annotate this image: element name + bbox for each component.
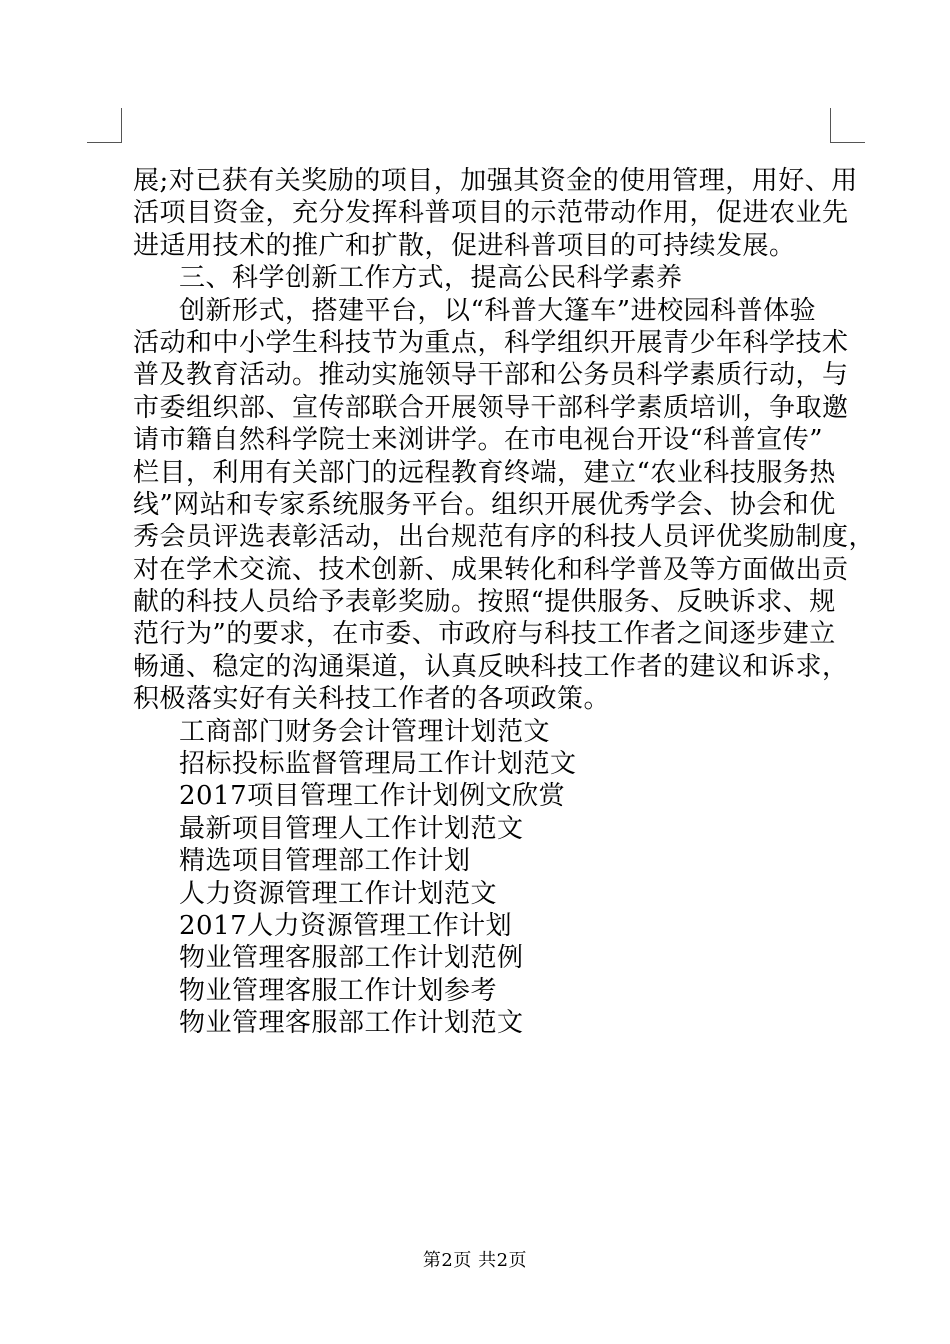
paragraph-line: 栏目，利用有关部门的远程教育终端，建立“农业科技服务热: [133, 457, 836, 488]
paragraph-line: 普及教育活动。推动实施领导干部和公务员科学素质行动，与: [133, 360, 849, 391]
paragraph-line: 展;对已获有关奖励的项目，加强其资金的使用管理，用好、用: [133, 166, 858, 196]
paragraph-line: 献的科技人员给予表彰奖励。按照“提供服务、反映诉求、规: [133, 587, 836, 618]
crop-mark-top-left: [87, 108, 122, 143]
paragraph-line: 创新形式，搭建平台，以“科普大篷车”进校园科普体验: [179, 295, 817, 326]
paragraph-line: 畅通、稳定的沟通渠道，认真反映科技工作者的建议和诉求，: [133, 651, 849, 682]
related-link[interactable]: 2017人力资源管理工作计划: [179, 910, 513, 941]
related-link[interactable]: 2017项目管理工作计划例文欣赏: [179, 781, 566, 812]
paragraph-line: 活动和中小学生科技节为重点，科学组织开展青少年科学技术: [133, 327, 849, 358]
related-link[interactable]: 招标投标监督管理局工作计划范文: [179, 749, 577, 780]
crop-mark-top-right: [830, 108, 865, 143]
section-heading: 三、科学创新工作方式，提高公民科学素养: [179, 263, 683, 294]
paragraph-line: 积极落实好有关科技工作者的各项政策。: [133, 684, 611, 715]
paragraph-line: 范行为”的要求，在市委、市政府与科技工作者之间逐步建立: [133, 619, 836, 650]
page-footer: 第2页 共2页: [422, 1250, 528, 1271]
related-link[interactable]: 人力资源管理工作计划范文: [179, 878, 498, 909]
paragraph-line: 进适用技术的推广和扩散，促进科普项目的可持续发展。: [133, 230, 796, 261]
paragraph-line: 秀会员评选表彰活动，出台规范有序的科技人员评优奖励制度，: [133, 522, 876, 553]
paragraph-line: 市委组织部、宣传部联合开展领导干部科学素质培训，争取邀: [133, 392, 849, 423]
paragraph-line: 请市籍自然科学院士来浏讲学。在市电视台开设“科普宣传”: [133, 425, 824, 456]
related-link[interactable]: 最新项目管理人工作计划范文: [179, 813, 524, 844]
paragraph-line: 线”网站和专家系统服务平台。组织开展优秀学会、协会和优: [133, 489, 836, 520]
document-body: [133, 165, 876, 1040]
related-link[interactable]: 精选项目管理部工作计划: [179, 846, 471, 877]
paragraph-line: 对在学术交流、技术创新、成果转化和科学普及等方面做出贡: [133, 554, 849, 585]
related-link[interactable]: 工商部门财务会计管理计划范文: [179, 716, 551, 747]
related-link[interactable]: 物业管理客服部工作计划范文: [179, 1008, 524, 1039]
paragraph-line: 活项目资金，充分发挥科普项目的示范带动作用，促进农业先: [133, 198, 849, 229]
related-link[interactable]: 物业管理客服工作计划参考: [179, 975, 498, 1006]
related-link[interactable]: 物业管理客服部工作计划范例: [179, 943, 524, 974]
